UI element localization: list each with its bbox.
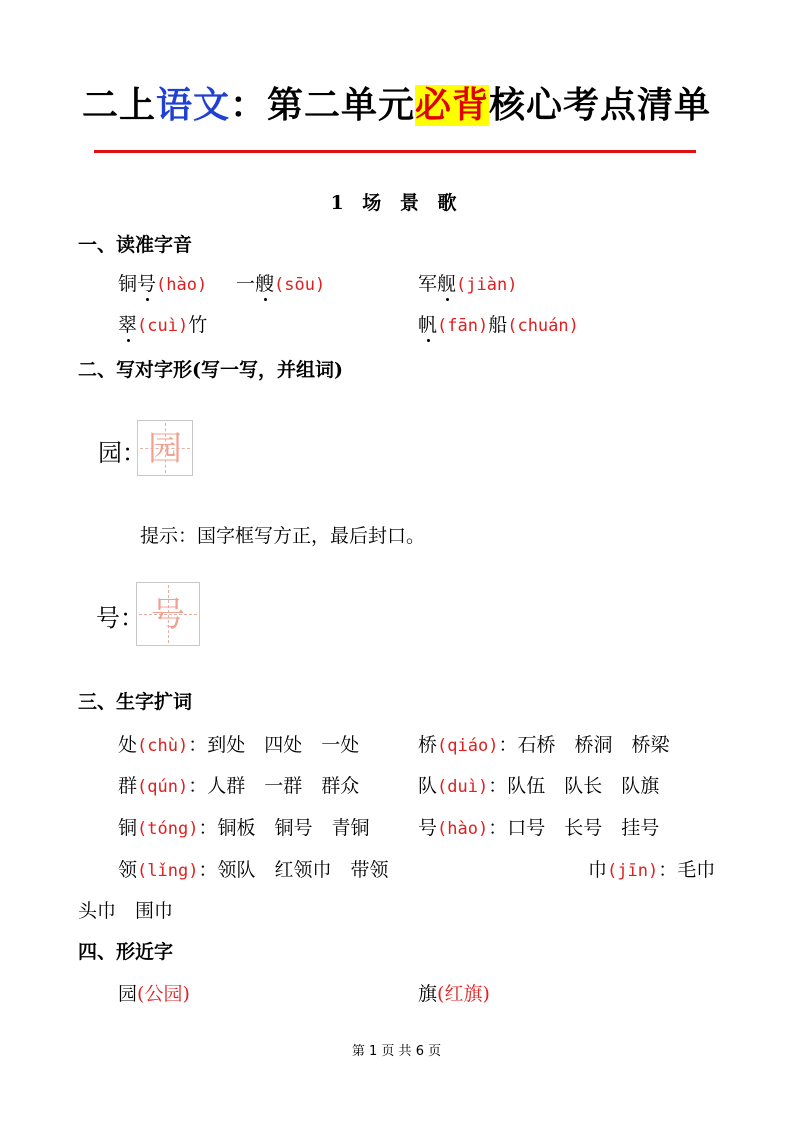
pronunciation-item: 铜号(hào) [118,269,207,296]
word-expansion-wrap: 头巾 围巾 [78,900,174,922]
word-expansion-row: 队(duì)：队伍 队长 队旗 [418,775,660,797]
page-title: 二上语文：第二单元必背核心考点清单 [81,85,712,126]
section-heading-writing: 二、写对字形(写一写，并组词) [78,359,343,381]
writing-tip: 提示：国字框写方正，最后封口。 [140,525,426,547]
title-divider [94,150,696,153]
section-heading-pronunciation: 一、读准字音 [78,234,193,256]
word-expansion-row: 号(hào)：口号 长号 挂号 [418,817,660,839]
word-expansion-row: 处(chù)：到处 四处 一处 [118,734,360,756]
pronunciation-item: 一艘(sōu) [236,269,325,296]
char-label-yuan: 园： [98,439,146,467]
similar-char-item: 园(公园) [118,983,190,1005]
word-expansion-row: 巾(jīn)：毛巾 [588,859,716,881]
lesson-title: 1 场 景 歌 [330,192,463,214]
word-expansion-row: 桥(qiáo)：石桥 桥洞 桥梁 [418,734,670,756]
word-expansion-row: 领(lǐng)：领队 红领巾 带领 [118,859,389,881]
similar-char-item: 旗(红旗) [418,983,490,1005]
word-expansion-row: 铜(tóng)：铜板 铜号 青铜 [118,817,370,839]
char-label-hao: 号： [96,604,144,632]
pronunciation-item: 军舰(jiàn) [418,269,517,296]
grid-char: 园 [148,429,182,469]
page-footer: 第 1 页 共 6 页 [351,1044,442,1059]
word-expansion-row: 群(qún)：人群 一群 群众 [118,775,360,797]
section-heading-similar-chars: 四、形近字 [78,941,174,963]
pronunciation-item: 翠(cuì)竹 [118,310,207,337]
section-heading-word-expansion: 三、生字扩词 [78,691,193,713]
writing-grid-yuan [137,420,193,476]
writing-grid-hao [136,582,200,646]
pronunciation-item: 帆(fān)船(chuán) [418,310,579,337]
grid-char: 号 [151,595,185,635]
